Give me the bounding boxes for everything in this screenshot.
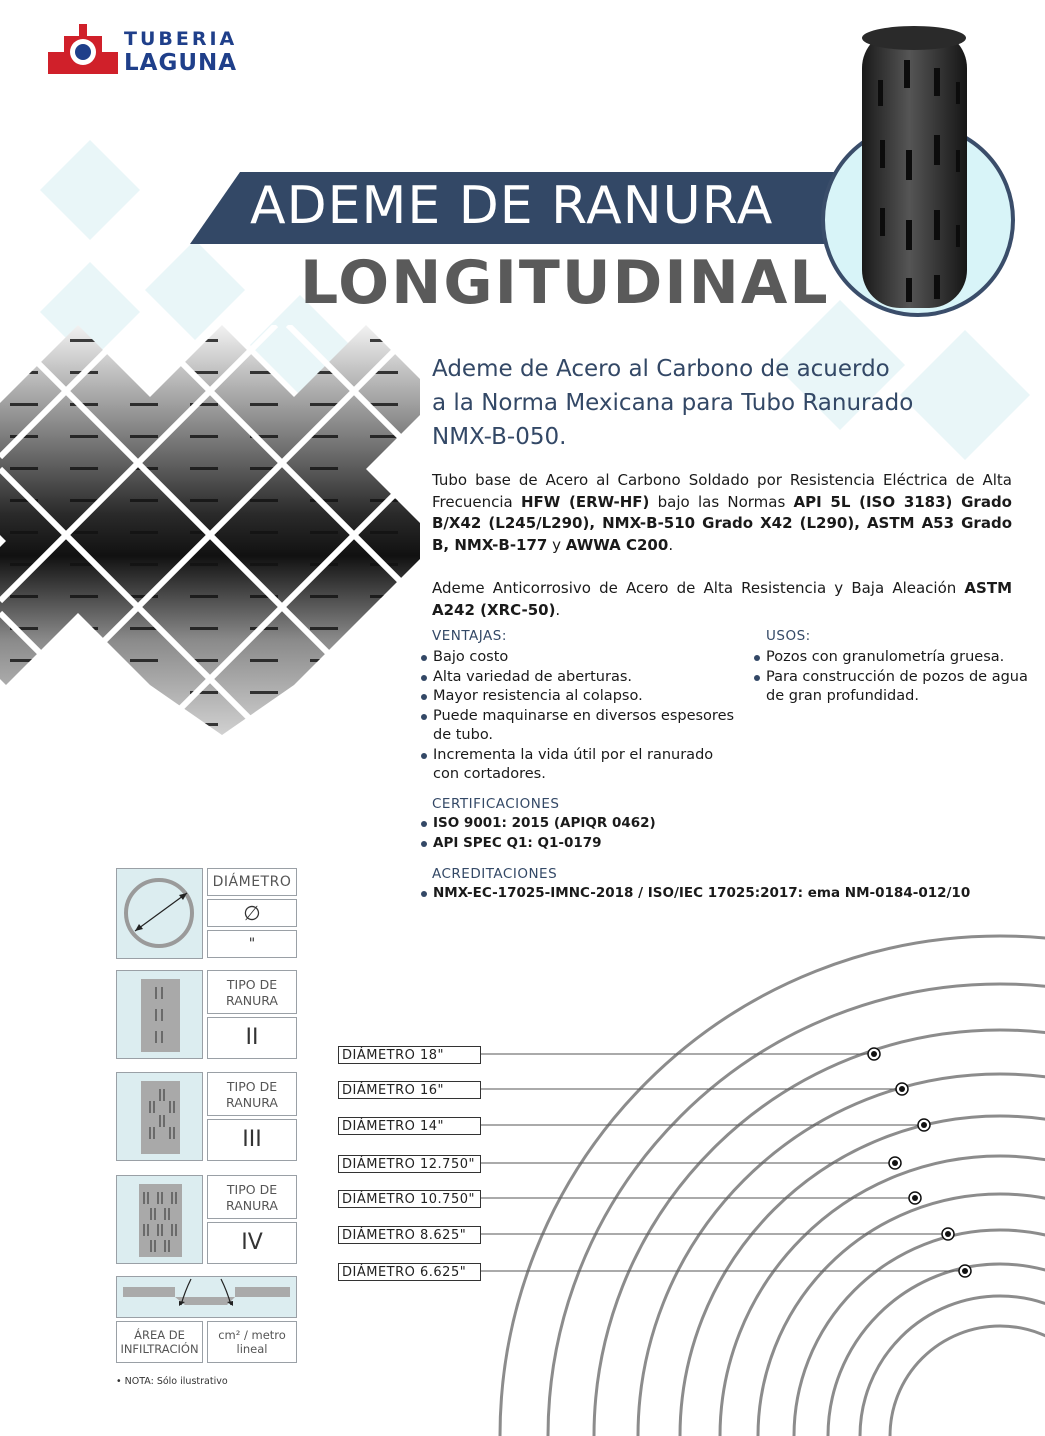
usos-title: USOS: [766,628,811,644]
list-item: Alta variedad de aberturas. [420,668,740,688]
diameter-label-14: DIÁMETRO 14" [338,1117,481,1135]
para-text: Ademe Anticorrosivo de Acero de Alta Resistencia y Baja Aleación [432,579,965,597]
page-title-line1: ADEME DE RANURA [250,176,774,236]
certificaciones-title: CERTIFICACIONES [432,796,560,812]
marker-16 [896,1083,908,1095]
subheading-line: Ademe de Acero al Carbono de acuerdo [432,356,890,382]
illustrative-note: • NOTA: Sólo ilustrativo [116,1376,228,1387]
brand-line1: TUBERIA [124,28,238,50]
list-item: NMX-EC-17025-IMNC-2018 / ISO/IEC 17025:2017: ema NM-0184-012/10 [420,884,1040,904]
para-text: y [547,535,566,554]
diameter-label-10750: DIÁMETRO 10.750" [338,1190,481,1208]
list-item: Pozos con granulometría gruesa. [753,648,1033,668]
para-text: bajo las Normas [649,492,794,511]
list-item: API SPEC Q1: Q1-0179 [420,834,820,854]
list-item: Puede maquinarse en diversos espesores de tubo. [420,707,740,746]
slot-type-symbol: II [245,1025,259,1050]
marker-10750 [909,1192,921,1204]
diameter-symbol: ∅ [243,901,261,925]
diameter-label-8625: DIÁMETRO 8.625" [338,1226,481,1244]
marker-6625 [959,1265,971,1277]
marker-18 [868,1048,880,1060]
para-text-bold: API 5L (ISO 3183) Grado B/X42 (L245/L290), NMX-B-510 Grado X42 (L290), ASTM A53 Grado B, NMX-B-177 [432,492,1012,554]
subheading-line: NMX-B-050. [432,424,567,450]
para-text: . [668,535,674,554]
area-label: ÁREA DE INFILTRACIÓN [120,1328,199,1356]
slot-type-label: TIPO DE RANURA [226,1079,278,1110]
diameter-label-16: DIÁMETRO 16" [338,1081,481,1099]
list-item: ISO 9001: 2015 (APIQR 0462) [420,814,820,834]
marker-8625 [942,1228,954,1240]
slot-type-symbol: IV [241,1230,263,1255]
brand-line2: LAGUNA [124,50,238,76]
diametro-label: DIÁMETRO [212,874,292,890]
slot-type-label: TIPO DE RANURA [226,977,278,1008]
list-item: Para construcción de pozos de agua de gran profundidad. [753,668,1033,707]
list-item: Mayor resistencia al colapso. [420,687,740,707]
para-text-bold: AWWA C200 [565,535,669,554]
para-text-bold: ASTM A242 (XRC-50) [432,579,1012,619]
list-item: Incrementa la vida útil por el ranurado con cortadores. [420,746,740,785]
acreditaciones-title: ACREDITACIONES [432,866,558,882]
para-text-bold: HFW (ERW-HF) [520,492,650,511]
subheading-line: a la Norma Mexicana para Tubo Ranurado [432,390,914,416]
slot-type-symbol: III [242,1127,262,1152]
area-unit: cm² / metro lineal [218,1328,286,1356]
list-item: Bajo costo [420,648,740,668]
diameter-label-6625: DIÁMETRO 6.625" [338,1263,481,1281]
page-title-line2: LONGITUDINAL [300,248,830,318]
diameter-label-18: DIÁMETRO 18" [338,1046,481,1064]
slot-type-label: TIPO DE RANURA [226,1182,278,1213]
diameter-label-12750: DIÁMETRO 12.750" [338,1155,481,1173]
marker-14 [918,1119,930,1131]
marker-12750 [889,1157,901,1169]
inch-unit: " [248,936,256,952]
para-text: Tubo base de Acero al Carbono Soldado por Resistencia Eléctrica de Alta Frecuencia [432,471,1012,511]
para-text: . [555,600,561,619]
ventajas-title: VENTAJAS: [432,628,507,644]
